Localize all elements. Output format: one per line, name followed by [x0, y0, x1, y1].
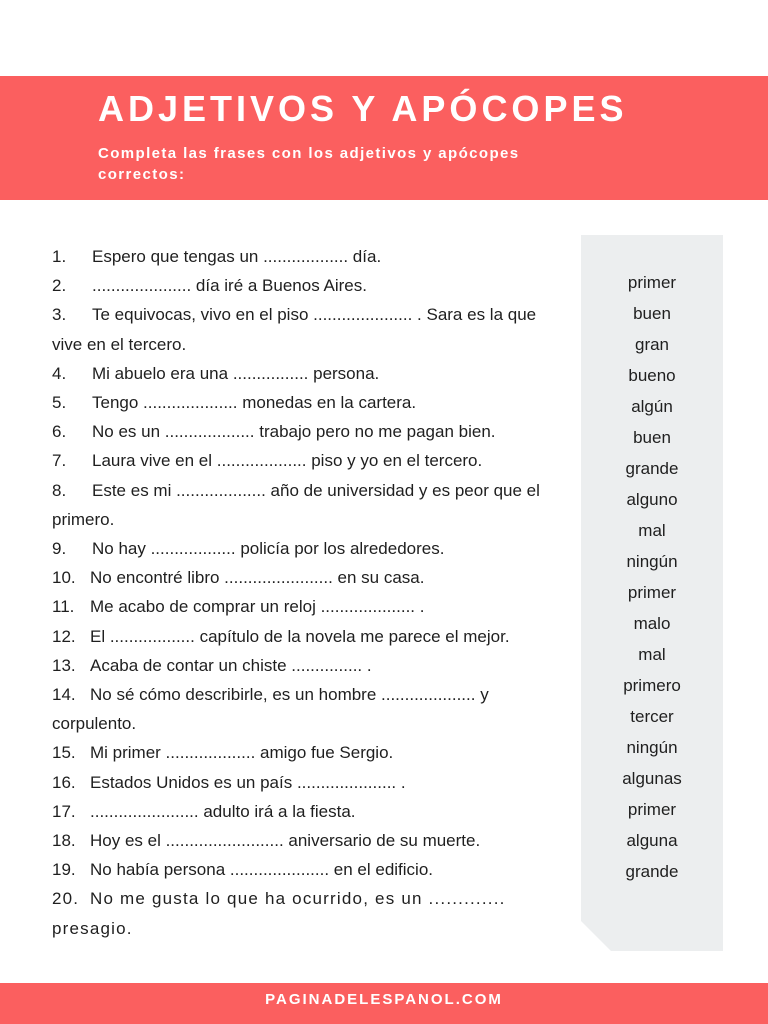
exercise-number: 8. [52, 480, 67, 500]
exercise-item [52, 417, 552, 446]
exercise-item [52, 680, 552, 738]
exercise-item [52, 388, 552, 417]
exercise-number: 12. [52, 626, 76, 646]
exercise-text: Tengo .................... monedas en la cartera. [92, 393, 417, 413]
exercise-number: 18. [52, 831, 76, 851]
exercise-item [52, 300, 552, 358]
page-title: ADJETIVOS Y APÓCOPES [98, 88, 628, 129]
exercise-text: Me acabo de comprar un reloj .................... . [90, 597, 425, 617]
exercise-text: No sé cómo describirle, es un hombre .................... y corpulento. [52, 685, 489, 734]
exercise-item [52, 534, 552, 563]
exercise-text: No me gusta lo que ha ocurrido, es un ............. presagio. [52, 889, 506, 938]
word-bank-item: bueno [628, 366, 676, 385]
exercise-number: 20. [52, 889, 80, 909]
word-bank [581, 267, 723, 887]
word-bank-item: primer [627, 583, 677, 602]
exercise-text: ..................... día iré a Buenos Aires. [92, 276, 367, 296]
word-bank-item: algún [631, 397, 673, 416]
exercise-item [52, 592, 552, 621]
exercise-number: 2. [52, 276, 67, 296]
word-bank-item: mal [638, 645, 666, 664]
exercise-number: 3. [52, 305, 67, 325]
exercise-item [52, 797, 552, 826]
word-bank-item: algunas [622, 769, 682, 788]
exercise-text: Laura vive en el ................... piso y yo en el tercero. [92, 451, 483, 471]
exercise-number: 6. [52, 422, 67, 442]
exercise-text: Este es mi ................... año de universidad y es peor que el primero. [52, 480, 540, 529]
exercise-text: Mi abuelo era una ................ persona. [92, 363, 380, 383]
exercise-number: 15. [52, 743, 76, 763]
exercise-item [52, 884, 552, 942]
exercise-number: 13. [52, 655, 76, 675]
exercise-item [52, 563, 552, 592]
exercise-text: Espero que tengas un .................. día. [92, 247, 382, 266]
exercise-item [52, 359, 552, 388]
exercise-text: Te equivocas, vivo en el piso ..................... . Sara es la que vive en el tercero. [52, 305, 537, 354]
exercise-number: 5. [52, 393, 67, 413]
exercise-item [52, 622, 552, 651]
exercise-item [52, 242, 552, 271]
exercise-number: 16. [52, 772, 76, 792]
word-bank-item: alguna [626, 831, 678, 850]
exercise-number: 10. [52, 568, 76, 588]
exercise-text: Hoy es el ......................... aniversario de su muerte. [90, 831, 481, 851]
footer-website: PAGINADELESPANOL.COM [265, 991, 503, 1008]
exercise-text: Mi primer ................... amigo fue Sergio. [90, 743, 394, 763]
exercise-text: ....................... adulto irá a la fiesta. [90, 801, 356, 821]
exercise-item [52, 271, 552, 300]
word-bank-item: buen [633, 304, 671, 323]
exercise-item [52, 768, 552, 797]
word-bank-item: ningún [626, 552, 678, 571]
word-bank-item: primer [627, 800, 677, 819]
exercise-text: Acaba de contar un chiste ............... . [90, 655, 372, 675]
word-bank-item: grande [625, 862, 679, 881]
word-bank-item: tercer [630, 707, 674, 726]
exercise-item [52, 476, 552, 534]
exercise-text: No hay .................. policía por los alrededores. [92, 539, 445, 559]
exercise-number: 9. [52, 539, 67, 559]
exercise-item [52, 855, 552, 884]
word-bank-item: grande [625, 459, 679, 478]
exercise-list [52, 242, 552, 943]
word-bank-item: gran [634, 335, 670, 354]
exercise-item [52, 651, 552, 680]
word-bank-item: ningún [626, 738, 678, 757]
exercise-number: 17. [52, 801, 76, 821]
page-subtitle: Completa las frases con los adjetivos y apócopes correctos: [98, 145, 520, 183]
exercise-text: Estados Unidos es un país ..................... . [90, 772, 406, 792]
word-bank-item: primer [627, 273, 677, 292]
exercise-item [52, 826, 552, 855]
exercise-item [52, 738, 552, 767]
word-bank-item: malo [633, 614, 671, 633]
word-bank-item: alguno [626, 490, 678, 509]
exercise-number: 19. [52, 860, 76, 880]
word-bank-item: buen [633, 428, 671, 447]
word-bank-item: mal [638, 521, 666, 540]
exercise-number: 14. [52, 685, 76, 705]
word-bank-item: primero [623, 676, 681, 695]
exercise-text: No es un ................... trabajo pero no me pagan bien. [92, 422, 496, 442]
exercise-number: 11. [52, 597, 75, 617]
exercise-text: No había persona ..................... en el edificio. [90, 860, 434, 880]
exercise-text: El .................. capítulo de la novela me parece el mejor. [90, 626, 510, 646]
exercise-number: 7. [52, 451, 67, 471]
exercise-number: 1. [52, 247, 67, 266]
exercise-number: 4. [52, 363, 67, 383]
exercise-text: No encontré libro ....................... en su casa. [90, 568, 425, 588]
exercise-item [52, 446, 552, 475]
